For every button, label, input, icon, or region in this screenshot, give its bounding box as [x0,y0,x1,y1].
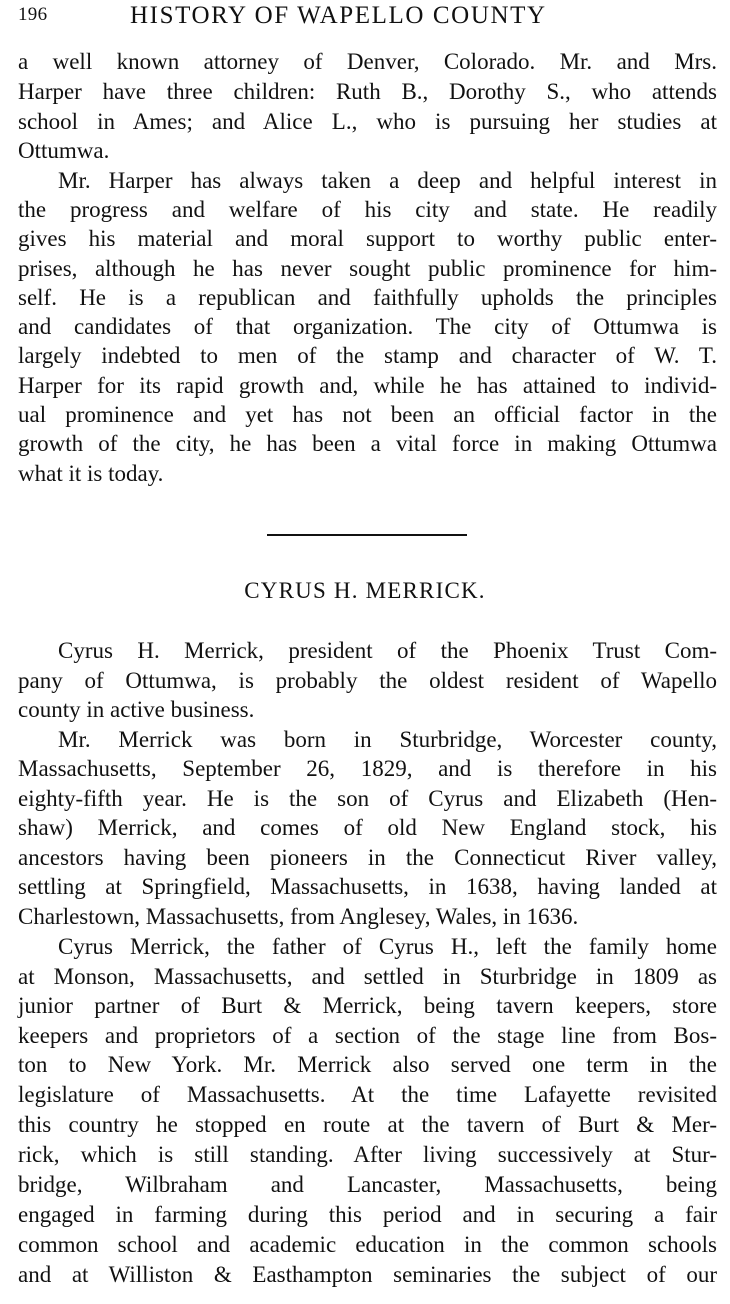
text-line: school in Ames; and Alice L., who is pursuing her studies at [18,109,717,134]
text-line: eighty-fifth year. He is the son of Cyrus and Elizabeth (Hen- [18,786,717,811]
text-line: Harper have three children: Ruth B., Dorothy S., who attends [18,79,717,104]
running-title: HISTORY OF WAPELLO COUNTY [130,2,547,29]
text-line: prises, although he has never sought public prominence for him- [18,256,717,281]
text-line: settling at Springfield, Massachusetts, in 1638, having landed at [18,874,717,899]
text-line: junior partner of Burt & Merrick, being tavern keepers, store [18,993,717,1018]
text-line: gives his material and moral support to worthy public enter- [18,226,717,251]
section-divider [267,534,467,536]
text-line: engaged in farming during this period and in securing a fair [18,1202,717,1227]
text-line: bridge, Wilbraham and Lancaster, Massachusetts, being [18,1172,717,1197]
text-line: common school and academic education in the common schools [18,1232,717,1257]
text-line: Harper for its rapid growth and, while he has attained to individ- [18,373,717,398]
text-line: Mr. Merrick was born in Sturbridge, Worcester county, [58,727,717,752]
text-line: pany of Ottumwa, is probably the oldest resident of Wapello [18,668,717,693]
section-heading: CYRUS H. MERRICK. [244,578,486,603]
text-line: ton to New York. Mr. Merrick also served one term in the [18,1052,717,1077]
text-line: ancestors having been pioneers in the Connecticut River valley, [18,845,717,870]
text-line: county in active business. [18,697,255,722]
text-line: self. He is a republican and faithfully upholds the principles [18,285,717,310]
text-line: Massachusetts, September 26, 1829, and is therefore in his [18,756,717,781]
text-line: keepers and proprietors of a section of the stage line from Bos- [18,1023,717,1048]
text-line: this country he stopped en route at the tavern of Burt & Mer- [18,1112,717,1137]
text-line: rick, which is still standing. After living successively at Stur- [18,1142,717,1167]
text-line: a well known attorney of Denver, Colorado. Mr. and Mrs. [18,49,717,74]
text-line: and at Williston & Easthampton seminaries the subject of our [18,1262,717,1287]
text-line: growth of the city, he has been a vital force in making Ottumwa [18,431,717,456]
text-line: the progress and welfare of his city and state. He readily [18,197,717,222]
text-line: ual prominence and yet has not been an official factor in the [18,402,717,427]
page-number: 196 [18,4,48,25]
text-line: largely indebted to men of the stamp and character of W. T. [18,343,717,368]
text-line: and candidates of that organization. The city of Ottumwa is [18,314,717,339]
text-line: Mr. Harper has always taken a deep and helpful interest in [58,168,717,193]
text-line: Ottumwa. [18,138,110,163]
text-line: shaw) Merrick, and comes of old New England stock, his [18,815,717,840]
text-line: Charlestown, Massachusetts, from Anglesey, Wales, in 1636. [18,904,579,929]
text-line: legislature of Massachusetts. At the time Lafayette revisited [18,1082,717,1107]
text-line: Cyrus Merrick, the father of Cyrus H., left the family home [58,934,717,959]
text-line: what it is today. [18,461,164,486]
page-header [0,0,730,36]
text-line: at Monson, Massachusetts, and settled in Sturbridge in 1809 as [18,964,717,989]
text-line: Cyrus H. Merrick, president of the Phoenix Trust Com- [58,638,717,663]
